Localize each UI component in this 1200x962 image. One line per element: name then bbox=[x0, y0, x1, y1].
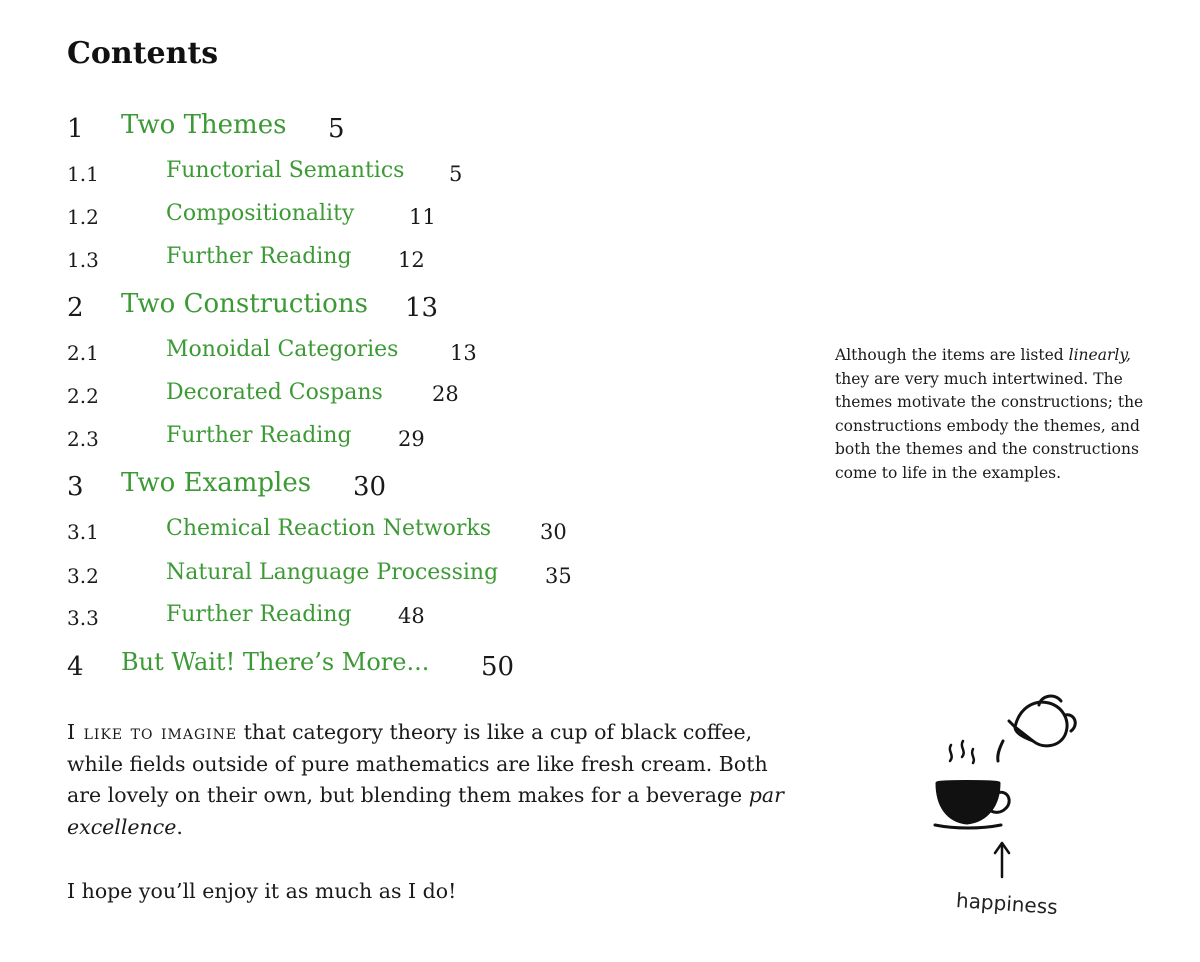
margin-note-text: Although the items are listed bbox=[835, 346, 1069, 364]
toc-title-link[interactable]: Natural Language Processing bbox=[166, 560, 499, 585]
toc-number: 3 bbox=[67, 472, 84, 502]
toc-number: 1 bbox=[67, 114, 84, 144]
toc-title-link[interactable]: Compositionality bbox=[166, 201, 355, 226]
toc-title-link[interactable]: Decorated Cospans bbox=[166, 380, 383, 405]
margin-note-text-rest: they are very much intertwined. The themes motivate the constructions; the constructions embody the themes, and both the themes and the constructions come to life in the examples. bbox=[835, 369, 1144, 482]
toc-page-number: 12 bbox=[398, 248, 425, 272]
toc-number: 3.3 bbox=[67, 606, 99, 630]
toc-title-link[interactable]: Two Examples bbox=[121, 468, 312, 498]
toc-number: 2.1 bbox=[67, 341, 99, 365]
toc-title-link[interactable]: Functorial Semantics bbox=[166, 158, 405, 183]
steam-icon bbox=[950, 741, 974, 763]
toc-number: 2.3 bbox=[67, 427, 99, 451]
coffee-illustration bbox=[915, 685, 1090, 925]
toc-title-link[interactable]: Two Themes bbox=[121, 110, 287, 140]
toc-page-number: 5 bbox=[449, 162, 463, 186]
toc-title-link[interactable]: Further Reading bbox=[166, 602, 352, 627]
margin-note bbox=[835, 344, 1155, 485]
margin-note-emphasis: linearly, bbox=[1068, 346, 1131, 364]
toc-page-number: 5 bbox=[328, 114, 345, 144]
intro-paragraph bbox=[67, 717, 787, 843]
toc-page-number: 13 bbox=[450, 341, 477, 365]
toc-title-link[interactable]: Two Constructions bbox=[121, 289, 368, 319]
paragraph-end: . bbox=[176, 814, 183, 839]
toc-title-link[interactable]: Further Reading bbox=[166, 423, 352, 448]
toc-title-link[interactable]: But Wait! There’s More... bbox=[121, 648, 430, 676]
cream-pitcher-icon bbox=[1009, 696, 1075, 746]
toc-title-link[interactable]: Further Reading bbox=[166, 244, 352, 269]
toc-page-number: 48 bbox=[398, 604, 425, 628]
toc-title-link[interactable]: Monoidal Categories bbox=[166, 337, 399, 362]
toc-number: 1.3 bbox=[67, 248, 99, 272]
toc-number: 2 bbox=[67, 293, 84, 323]
toc-page-number: 30 bbox=[353, 472, 387, 502]
cup-icon bbox=[935, 782, 1009, 829]
toc-number: 3.1 bbox=[67, 520, 99, 544]
closing-paragraph: I hope you’ll enjoy it as much as I do! bbox=[67, 879, 457, 903]
toc-page-number: 13 bbox=[405, 293, 439, 323]
toc-page-number: 30 bbox=[540, 520, 567, 544]
toc-page-number: 29 bbox=[398, 427, 425, 451]
cream-drop-icon bbox=[998, 741, 1003, 761]
contents-heading: Contents bbox=[67, 36, 219, 71]
toc-number: 3.2 bbox=[67, 564, 99, 588]
illustration-caption: happiness bbox=[955, 888, 1059, 920]
toc-page-number: 11 bbox=[409, 205, 436, 229]
toc-page-number: 50 bbox=[481, 652, 515, 682]
toc-number: 1.1 bbox=[67, 162, 99, 186]
toc-page-number: 28 bbox=[432, 382, 459, 406]
toc-number: 2.2 bbox=[67, 384, 99, 408]
paragraph-lead-in: I like to imagine bbox=[67, 720, 238, 744]
paragraph-text: that category theory is like a cup of black coffee, while fields outside of pure mathematics are like fresh cream. Both are lovely on their own, but blending them makes for a beverage bbox=[67, 720, 768, 807]
toc-number: 1.2 bbox=[67, 205, 99, 229]
toc-page-number: 35 bbox=[545, 564, 572, 588]
toc-number: 4 bbox=[67, 652, 84, 682]
arrow-up-icon bbox=[995, 843, 1009, 877]
paragraph-emphasis: par excellence bbox=[67, 783, 784, 839]
toc-title-link[interactable]: Chemical Reaction Networks bbox=[166, 516, 492, 541]
